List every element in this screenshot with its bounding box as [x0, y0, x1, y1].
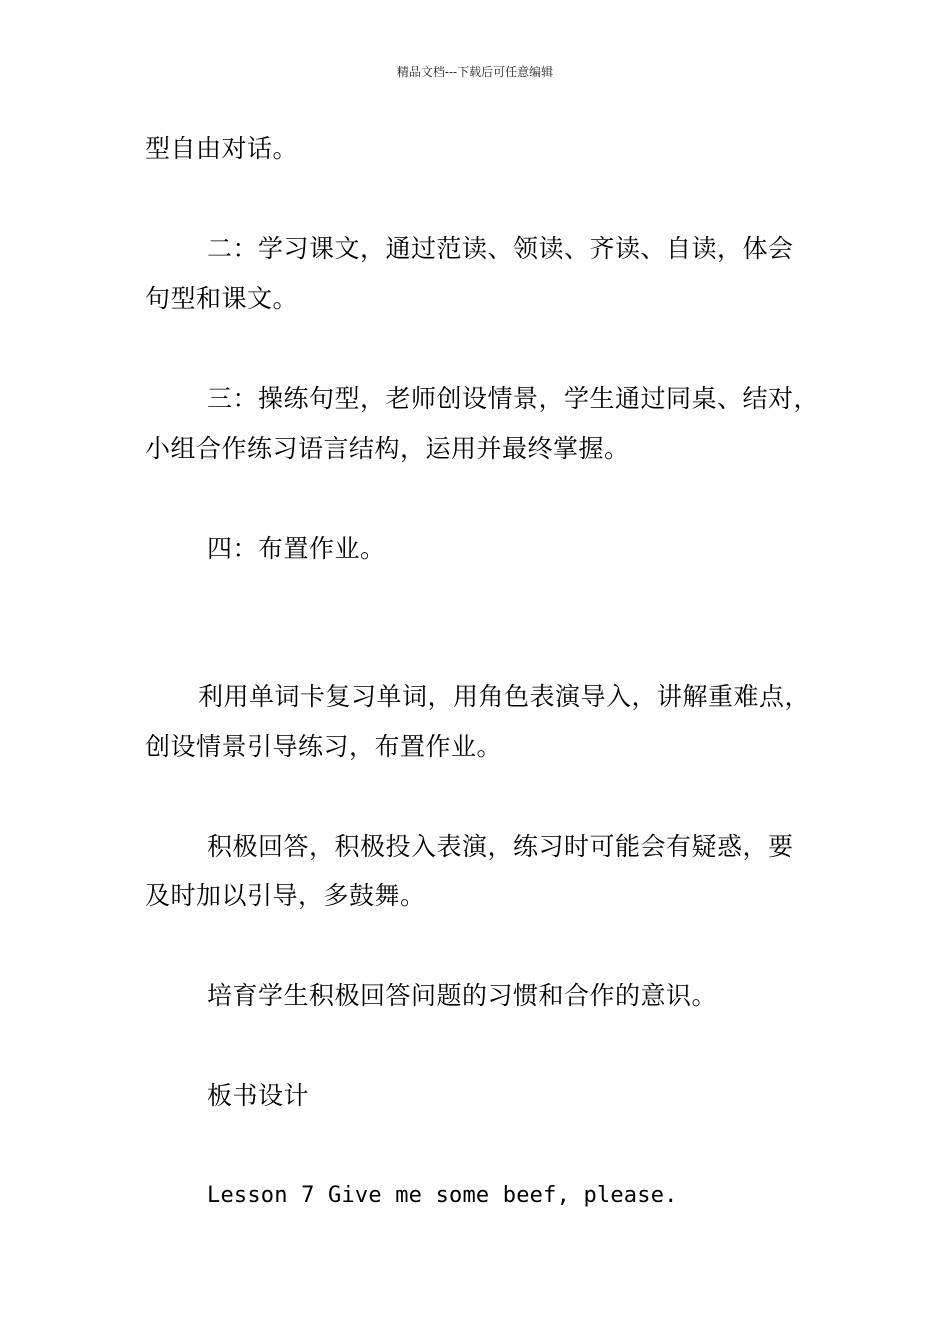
- text-line: 三：操练句型，老师创设情景，学生通过同桌、结对，: [207, 384, 820, 413]
- section-heading: 板书设计: [207, 1081, 310, 1110]
- lesson-title: Lesson 7 Give me some beef, please.: [207, 1183, 678, 1208]
- page-header: 精品文档---下载后可任意编辑: [396, 65, 554, 79]
- text-line: 型自由对话。: [145, 134, 299, 163]
- text-line: 二：学习课文，通过范读、领读、齐读、自读，体会: [207, 234, 794, 263]
- text-line: 四：布置作业。: [207, 534, 386, 563]
- text-line: 句型和课文。: [145, 284, 299, 313]
- text-line: 小组合作练习语言结构，运用并最终掌握。: [145, 434, 630, 463]
- text-line: 积极回答，积极投入表演，练习时可能会有疑惑，要: [207, 832, 794, 861]
- text-line: 培育学生积极回答问题的习惯和合作的意识。: [207, 981, 718, 1010]
- text-line: 利用单词卡复习单词，用角色表演导入，讲解重难点，: [198, 682, 811, 711]
- text-line: 创设情景引导练习，布置作业。: [145, 732, 503, 761]
- text-line: 及时加以引导，多鼓舞。: [145, 881, 426, 910]
